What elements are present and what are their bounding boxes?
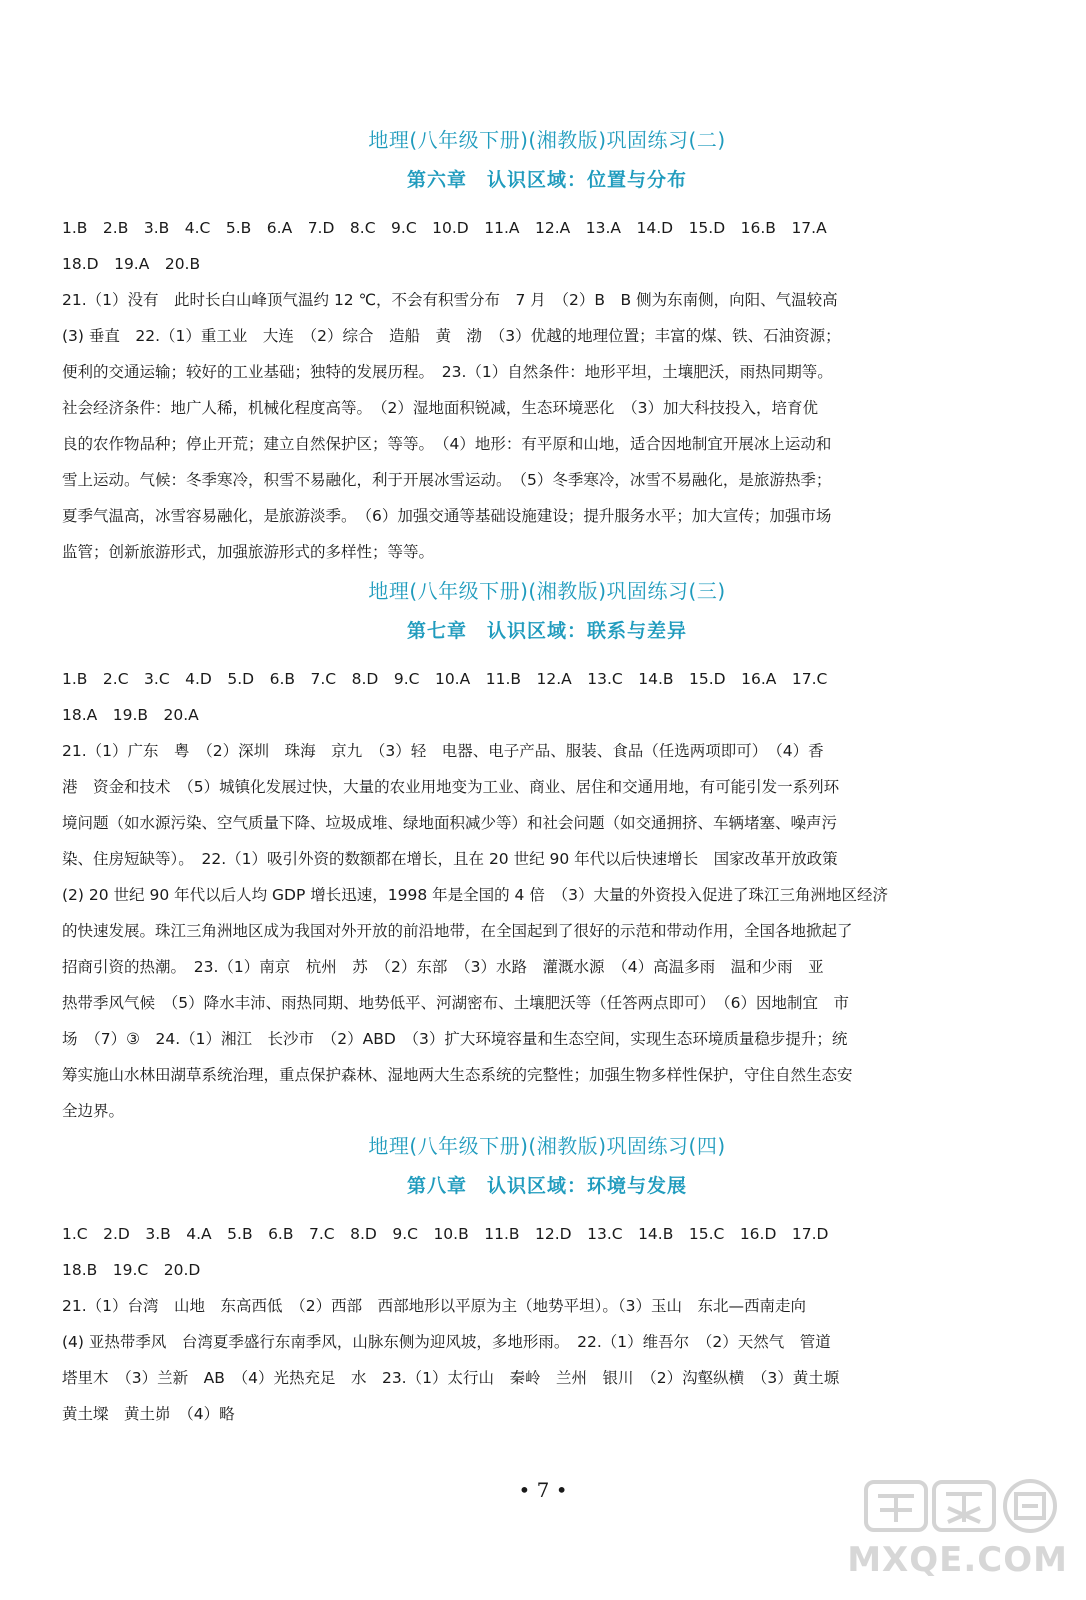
watermark-site-text: MXQE.COM xyxy=(847,1540,1068,1580)
answer-line: 染、住房短缺等）。 22.（1）吸引外资的数额都在增长，且在 20 世纪 90 年代以后快速增长 国家改革开放政策 xyxy=(62,850,838,868)
section-2 xyxy=(62,575,1032,1129)
page-number: • 7 • xyxy=(518,1478,568,1502)
answer-line: 筹实施山水林田湖草系统治理，重点保护森林、湿地两大生态系统的完整性；加强生物多样性保护，守住自然生态安 xyxy=(62,1066,853,1084)
answer-line: 21.（1）没有 此时长白山峰顶气温约 12 ℃，不会有积雪分布 7 月 （2）B B 侧为东南侧，向阳、气温较高 xyxy=(62,291,838,309)
section-subtitle: 第六章 认识区域：位置与分布 xyxy=(406,169,687,191)
answer-line: 监管；创新旅游形式，加强旅游形式的多样性；等等。 xyxy=(62,543,435,561)
answer-line: 港 资金和技术 （5）城镇化发展过快，大量的农业用地变为工业、商业、居住和交通用地，有可能引发一系列环 xyxy=(62,778,840,796)
section-subtitle: 第八章 认识区域：环境与发展 xyxy=(406,1175,687,1197)
mc-line: 18.B 19.C 20.D xyxy=(62,1261,201,1279)
answer-line: 黄土墚 黄土峁 （4）略 xyxy=(62,1405,235,1423)
answer-line: 的快速发展。珠江三角洲地区成为我国对外开放的前沿地带，在全国起到了很好的示范和带动作用，全国各地掀起了 xyxy=(62,922,853,940)
multiple-choice-answers xyxy=(62,661,1032,733)
answer-line: 热带季风气候 （5）降水丰沛、雨热同期、地势低平、河湖密布、土壤肥沃等（任答两点即可） （6）因地制宜 市 xyxy=(62,994,849,1012)
answer-line: 境问题（如水源污染、空气质量下降、垃圾成堆、绿地面积减少等）和社会问题（如交通拥挤、车辆堵塞、噪声污 xyxy=(62,814,838,832)
answer-line: 雪上运动。气候：冬季寒冷，积雪不易融化，利于开展冰雪运动。 （5）冬季寒冷，冰雪不易融化，是旅游热季； xyxy=(62,471,832,489)
mc-line: 18.A 19.B 20.A xyxy=(62,706,199,724)
watermark-logo-icon xyxy=(864,1478,1064,1534)
mc-line: 18.D 19.A 20.B xyxy=(62,255,201,273)
section-title: 地理(八年级下册)(湘教版)巩固练习(二) xyxy=(368,128,726,152)
section-title: 地理(八年级下册)(湘教版)巩固练习(三) xyxy=(368,579,726,603)
answer-line: 便利的交通运输；较好的工业基础；独特的发展历程。 23.（1）自然条件：地形平坦，土壤肥沃，雨热同期等。 xyxy=(62,363,833,381)
multiple-choice-answers xyxy=(62,210,1032,282)
answer-line: 21.（1）广东 粤 （2）深圳 珠海 京九 （3）轻 电器、电子产品、服装、食品（任选两项即可） （4）香 xyxy=(62,742,824,760)
answer-line: (4) 亚热带季风 台湾夏季盛行东南季风，山脉东侧为迎风坡，多地形雨。 22.（1）维吾尔 （2）天然气 管道 xyxy=(62,1333,831,1351)
answer-line: 21.（1）台湾 山地 东高西低 （2）西部 西部地形以平原为主（地势平坦）。（3）玉山 东北—西南走向 xyxy=(62,1297,806,1315)
answer-line: 社会经济条件：地广人稀，机械化程度高等。 （2）湿地面积锐减，生态环境恶化 （3）加大科技投入，培育优 xyxy=(62,399,818,417)
section-subtitle: 第七章 认识区域：联系与差异 xyxy=(406,620,687,642)
watermark xyxy=(847,1470,1068,1580)
section-1 xyxy=(62,124,1032,570)
multiple-choice-answers xyxy=(62,1216,1032,1288)
section-3 xyxy=(62,1130,1032,1432)
written-answers xyxy=(62,282,1032,570)
section-title: 地理(八年级下册)(湘教版)巩固练习(四) xyxy=(368,1134,726,1158)
mc-line: 1.B 2.B 3.B 4.C 5.B 6.A 7.D 8.C 9.C 10.D 11.A 12.A 13.A 14.D 15.D 16.B 17.A xyxy=(62,219,827,237)
mc-line: 1.C 2.D 3.B 4.A 5.B 6.B 7.C 8.D 9.C 10.B 11.B 12.D 13.C 14.B 15.C 16.D 17.D xyxy=(62,1225,829,1243)
answer-line: 场 （7）③ 24.（1）湘江 长沙市 （2）ABD （3）扩大环境容量和生态空间，实现生态环境质量稳步提升；统 xyxy=(62,1030,848,1048)
answer-line: 良的农作物品种；停止开荒；建立自然保护区；等等。 （4）地形：有平原和山地，适合因地制宜开展冰上运动和 xyxy=(62,435,832,453)
written-answers xyxy=(62,733,1032,1129)
answer-line: 塔里木 （3）兰新 AB （4）光热充足 水 23.（1）太行山 秦岭 兰州 银川 （2）沟壑纵横 （3）黄土塬 xyxy=(62,1369,840,1387)
written-answers xyxy=(62,1288,1032,1432)
mc-line: 1.B 2.C 3.C 4.D 5.D 6.B 7.C 8.D 9.C 10.A 11.B 12.A 13.C 14.B 15.D 16.A 17.C xyxy=(62,670,828,688)
answer-line: 夏季气温高，冰雪容易融化，是旅游淡季。 （6）加强交通等基础设施建设；提升服务水平；加大宣传；加强市场 xyxy=(62,507,832,525)
answer-line: (3) 垂直 22.（1）重工业 大连 （2）综合 造船 黄 渤 （3）优越的地理位置；丰富的煤、铁、石油资源； xyxy=(62,327,841,345)
answer-line: 全边界。 xyxy=(62,1102,125,1120)
answer-line: (2) 20 世纪 90 年代以后人均 GDP 增长迅速，1998 年是全国的 4 倍 （3）大量的外资投入促进了珠江三角洲地区经济 xyxy=(62,886,888,904)
answer-line: 招商引资的热潮。 23.（1）南京 杭州 苏 （2）东部 （3）水路 灌溉水源 （4）高温多雨 温和少雨 亚 xyxy=(62,958,824,976)
